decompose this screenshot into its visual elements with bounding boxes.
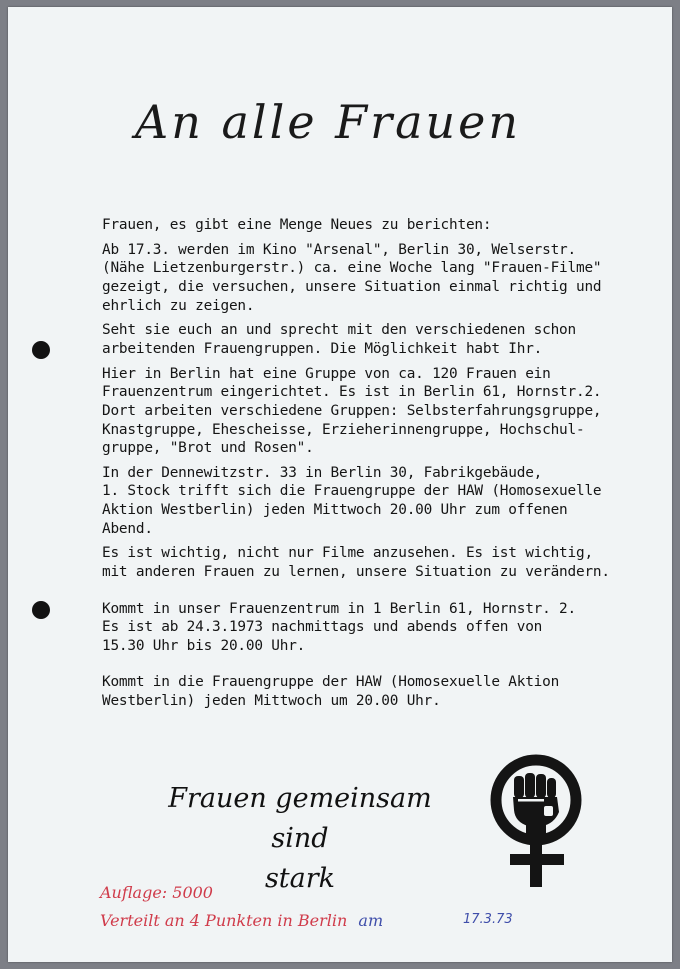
paragraph-intro: Frauen, es gibt eine Menge Neues zu berichten: (102, 217, 492, 233)
distribution-suffix: am (358, 911, 384, 930)
paragraph-haw-meeting: In der Dennewitzstr. 33 in Berlin 30, Fabrikgebäude, 1. Stock trifft sich die Frauengruppe der HAW (Homosexuelle Aktion Westberlin) jeden Mittwoch 20.00 Uhr zum offenen Abend. (102, 464, 602, 537)
flyer-body (102, 216, 622, 717)
paragraph-zentrum-hours: Kommt in unser Frauenzentrum in 1 Berlin 61, Hornstr. 2. Es ist ab 24.3.1973 nachmittags und abends offen von 15.30 Uhr bis 20.00 Uhr. (102, 600, 576, 654)
punch-hole-top (32, 341, 50, 359)
paragraph-frauenzentrum: Hier in Berlin hat eine Gruppe von ca. 120 Frauen ein Frauenzentrum eingerichtet. Es ist in Berlin 61, Hornstr.2. Dort arbeiten verschiedene Gruppen: Selbsterfahrungsgruppe, Knastgruppe, Ehescheisse, Erzieherinnengruppe, Hochschul- gruppe, "Brot und Rosen". (102, 365, 602, 457)
punch-hole-bottom (32, 601, 50, 619)
flyer-title: An alle Frauen (135, 95, 521, 149)
distribution-date: 17.3.73 (463, 912, 513, 927)
slogan: Frauen gemeinsam sind stark (168, 783, 432, 894)
paragraph-groups: Seht sie euch an und sprecht mit den verschiedenen schon arbeitenden Frauengruppen. Die Möglichkeit habt Ihr. (102, 322, 576, 357)
distribution-note (100, 911, 383, 930)
paragraph-importance: Es ist wichtig, nicht nur Filme anzusehen. Es ist wichtig, mit anderen Frauen zu lernen, unsere Situation zu verändern. (102, 545, 610, 581)
paragraph-haw-invite: Kommt in die Frauengruppe der HAW (Homosexuelle Aktion Westberlin) jeden Mittwoch um 20.00 Uhr. (102, 674, 560, 709)
venus-raised-fist-icon (484, 744, 594, 894)
distribution-text: Verteilt an 4 Punkten in Berlin (100, 911, 348, 930)
print-run-note: Auflage: 5000 (100, 883, 213, 902)
flyer-page (8, 7, 672, 962)
paragraph-films: Ab 17.3. werden im Kino "Arsenal", Berlin 30, Welserstr. (Nähe Lietzenburgerstr.) ca. eine Woche lang "Frauen-Filme" gezeigt, die versuchen, unsere Situation einmal richtig und ehrlich zu zeigen. (102, 241, 602, 314)
